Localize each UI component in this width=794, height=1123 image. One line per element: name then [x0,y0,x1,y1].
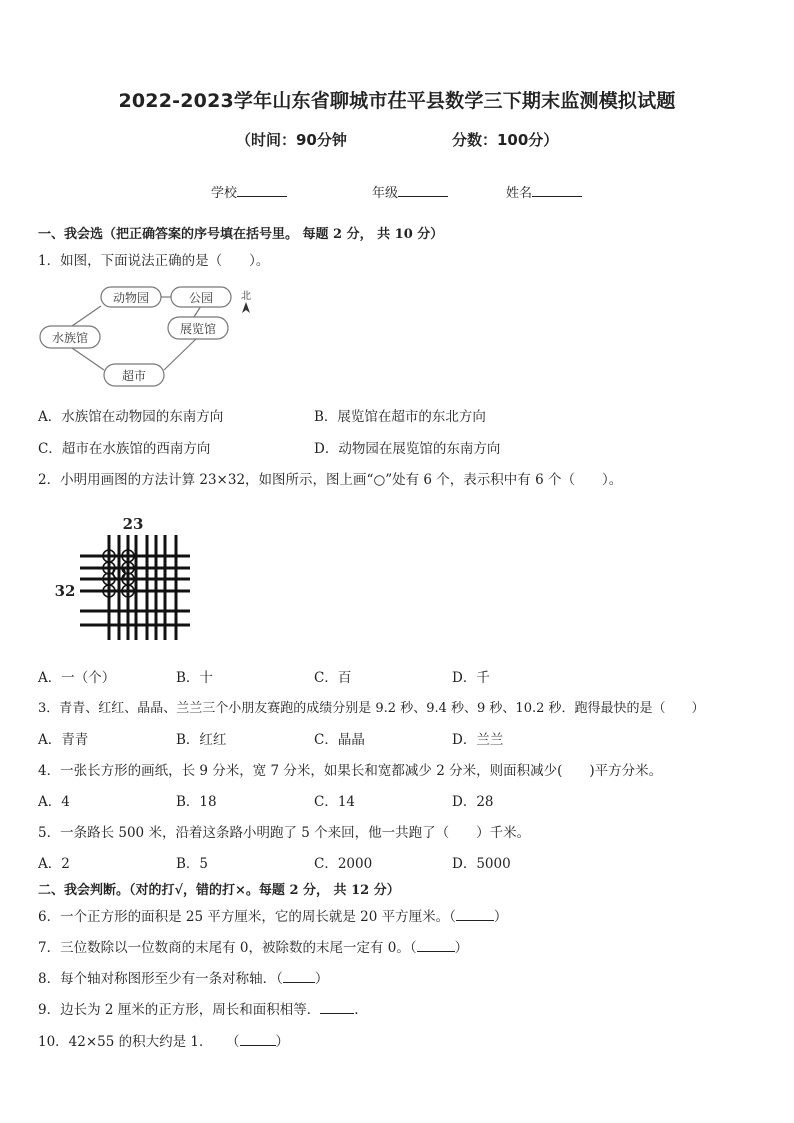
q8-text: 8．每个轴对称图形至少有一条对称轴．（ [38,971,283,987]
q5-option-a[interactable]: A．2 [38,856,70,872]
q3-option-c[interactable]: C．晶晶 [314,732,365,748]
q6-text: 6．一个正方形的面积是 25 平方厘米，它的周长就是 20 平方厘米。（ [38,909,456,925]
north-arrow-icon [242,302,250,313]
q6-answer-blank[interactable] [456,908,494,921]
name-field [506,182,582,201]
q2-text: 2．小明用画图的方法计算 23×32，如图所示，图上画“○”处有 6 个，表示积中有 6 个（ ）。 [38,472,623,488]
q6-close: ） [493,909,508,925]
q7-text: 7．三位数除以一位数商的末尾有 0，被除数的末尾一定有 0。（ [38,940,417,956]
q1-option-d[interactable]: D．动物园在展览馆的东南方向 [314,441,501,457]
grade-label: 年级 [372,186,399,201]
q9-close: . [354,1002,359,1018]
q10-line [38,1030,289,1050]
q5-text: 5．一条路长 500 米，沿着这条路小明跑了 5 个来回，他一共跑了（ ）千米。 [38,825,531,841]
q10-text: 10．42×55 的积大约是 1． （ [38,1034,240,1050]
section1-heading: 一、我会选（把正确答案的序号填在括号里。 每题 2 分， 共 10 分） [38,227,444,242]
q7-answer-blank[interactable] [417,939,455,952]
q1-text: 1．如图，下面说法正确的是（ ）。 [38,253,270,269]
section2-heading: 二、我会判断。（对的打√，错的打×。每题 2 分， 共 12 分） [38,883,400,898]
score-label: 分数：100分） [452,131,559,149]
q9-line [38,998,359,1018]
school-field [211,182,287,201]
q1-map-figure [36,282,266,392]
grid-top-label: 23 [122,515,144,533]
q2-option-c[interactable]: C．百 [314,670,352,686]
name-blank[interactable] [532,184,582,197]
page-title: 2022-2023学年山东省聊城市茌平县数学三下期末监测模拟试题 [118,90,676,112]
q10-answer-blank[interactable] [240,1033,276,1046]
path-zoo-aquarium [72,306,101,326]
q3-option-d[interactable]: D．兰兰 [452,732,504,748]
q2-option-d[interactable]: D．千 [452,670,490,686]
q4-text: 4．一张长方形的画纸，长 9 分米，宽 7 分米，如果长和宽都减少 2 分米，则面积减少( )平方分米。 [38,763,663,779]
q7-close: ） [454,940,469,956]
q4-option-d[interactable]: D．28 [452,794,494,810]
zoo-label: 动物园 [112,291,150,305]
q9-answer-blank[interactable] [320,1001,354,1014]
q10-close: ） [275,1034,290,1050]
path-park-exhibition [194,306,201,317]
path-supermarket-exhibition [164,339,196,370]
q2-option-b[interactable]: B．十 [176,670,213,686]
q4-option-a[interactable]: A．4 [38,794,70,810]
q1-option-b[interactable]: B．展览馆在超市的东北方向 [314,409,486,425]
q4-option-c[interactable]: C．14 [314,794,356,810]
school-label: 学校 [211,186,238,201]
q8-line [38,967,328,987]
q5-option-d[interactable]: D．5000 [452,856,511,872]
q8-answer-blank[interactable] [283,970,315,983]
q6-line [38,905,507,925]
q2-grid-figure [50,510,200,645]
q7-line [38,936,468,956]
exhibition-label: 展览馆 [179,322,217,336]
supermarket-label: 超市 [121,369,147,383]
name-label: 姓名 [506,186,533,201]
q1-option-a[interactable]: A．水族馆在动物园的东南方向 [38,409,224,425]
north-label: 北 [241,291,251,302]
q2-option-a[interactable]: A．一（个） [38,670,116,686]
grid-left-label: 32 [54,582,76,600]
grade-field [372,182,448,201]
park-label: 公园 [188,291,214,305]
q5-option-c[interactable]: C．2000 [314,856,373,872]
q3-option-a[interactable]: A．青青 [38,732,89,748]
q8-close: ） [314,971,329,987]
aquarium-label: 水族馆 [51,331,89,345]
school-blank[interactable] [237,184,287,197]
q1-option-c[interactable]: C．超市在水族馆的西南方向 [38,441,211,457]
time-label: （时间：90分钟 [236,131,347,149]
q9-text: 9．边长为 2 厘米的正方形，周长和面积相等． [38,1002,321,1018]
q3-text: 3．青青、红红、晶晶、兰兰三个小朋友赛跑的成绩分别是 9.2 秒、9.4 秒、9 秒、10.2 秒．跑得最快的是（ ） [38,701,705,716]
q5-option-b[interactable]: B．5 [176,856,209,872]
q3-option-b[interactable]: B．红红 [176,732,227,748]
q4-option-b[interactable]: B．18 [176,794,217,810]
path-aquarium-supermarket [72,348,104,370]
grade-blank[interactable] [398,184,448,197]
